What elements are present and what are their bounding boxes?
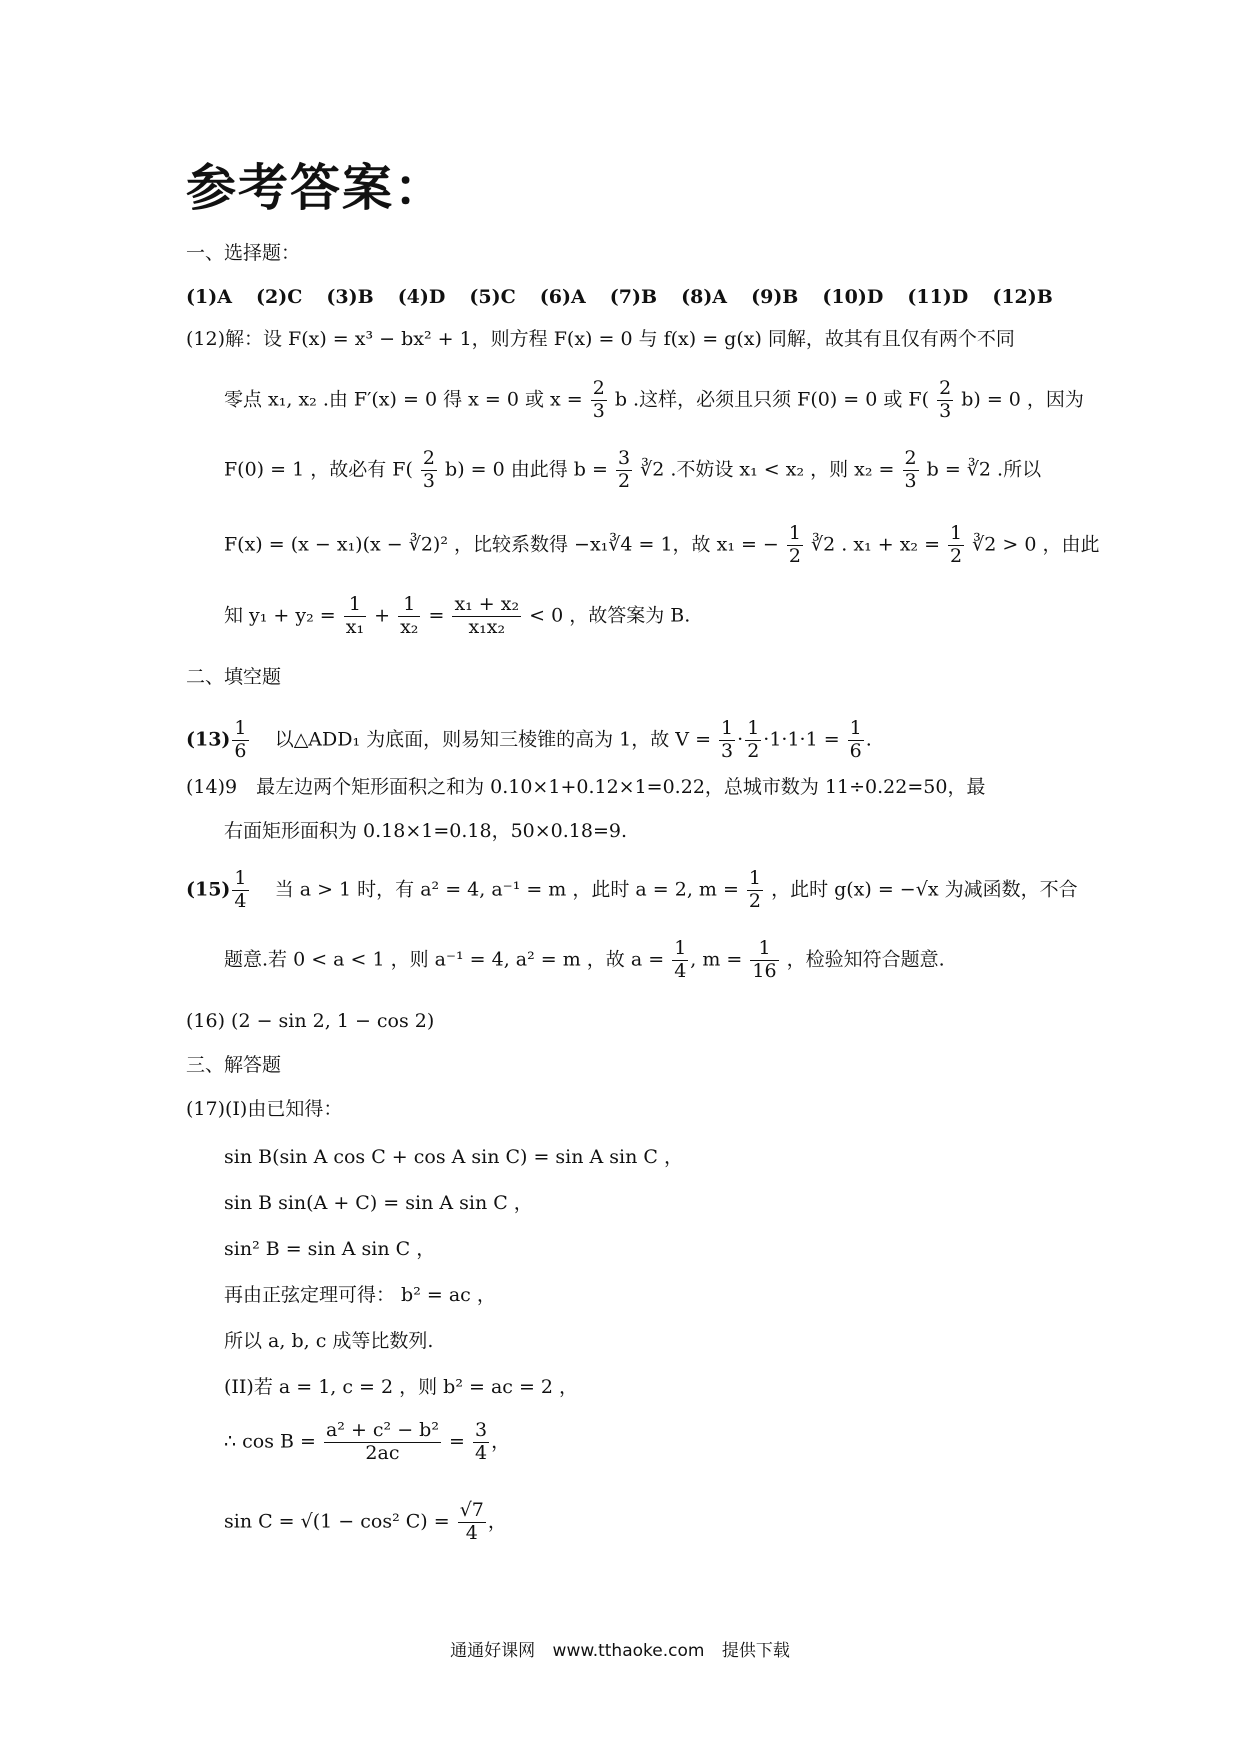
- answer-8: (8)A: [681, 286, 728, 308]
- q17-line-2: sin B(sin A cos C + cos A sin C) = sin A sin C ，: [224, 1146, 683, 1168]
- q12-line-4: F(x) = (x − x₁)(x − ∛2)² ，比较系数得 −x₁∛4 = 1，故 x₁ = − $\frac{1}{2}$ ∛2 . x₁ + x₂ = $\frac{1}{2}$ ∛2 > 0 ，由此: [224, 522, 1100, 567]
- footer-site-name: 通通好课网: [450, 1641, 536, 1661]
- fraction: $\frac{1}{6}$: [234, 717, 247, 762]
- answer-12: (12)B: [992, 286, 1053, 308]
- answer-4: (4)D: [397, 286, 446, 308]
- q17-line-4: sin² B = sin A sin C ，: [224, 1238, 436, 1260]
- fraction: $\frac{1}{\text{x₂}}$: [400, 593, 419, 638]
- footer-url[interactable]: www.tthaoke.com: [552, 1641, 705, 1661]
- fraction: $\frac{1}{2}$: [788, 522, 801, 567]
- fraction: $\frac{3}{4}$: [474, 1419, 488, 1464]
- q14-line-2: 右面矩形面积为 0.18×1=0.18，50×0.18=9.: [224, 820, 628, 842]
- fraction: $\frac{1}{\text{x₁}}$: [345, 593, 365, 638]
- q12-line-5: 知 y₁ + y₂ = $\frac{1}{\text{x₁}}$ + $\frac{1}{\text{x₂}}$ = $\frac{\text{x₁ + x₂}}{\text{x₁x₂}}$ < 0 ，故答案为 B.: [224, 593, 691, 638]
- page-title: 参考答案：: [186, 159, 446, 217]
- q12-line-2: 零点 x₁, x₂ .由 F′(x) = 0 得 x = 0 或 x = $\frac{2}{3}$ b .这样，必须且只须 F(0) = 0 或 F( $\frac{2}{3}$ b) = 0 ，因为: [224, 377, 1084, 422]
- fraction: $\frac{2}{3}$: [904, 447, 917, 492]
- q13-line: (13) $\frac{1}{6}$ 以△ADD₁ 为底面，则易知三棱锥的高为 1，故 V = $\frac{1}{3}$ · $\frac{1}{2}$ ·1·1·1 = $\frac{1}{6}$ .: [186, 717, 872, 762]
- answer-7: (7)B: [609, 286, 658, 308]
- q17-line-7: (II)若 a = 1, c = 2 ，则 b² = ac = 2 ，: [224, 1376, 579, 1398]
- fraction: $\frac{3}{2}$: [617, 447, 631, 492]
- fraction: $\frac{1}{4}$: [234, 867, 247, 912]
- answer-2: (2)C: [256, 286, 303, 308]
- section-heading-choice: 一、选择题：: [186, 242, 301, 264]
- q14-line-1: (14)9 最左边两个矩形面积之和为 0.10×1+0.12×1=0.22，总城市数为 11÷0.22=50，最: [186, 776, 986, 798]
- answer-9: (9)B: [751, 286, 799, 308]
- answer-10: (10)D: [822, 286, 884, 308]
- section-heading-fill: 二、填空题: [186, 666, 282, 688]
- section-heading-solution: 三、解答题: [186, 1054, 282, 1076]
- fraction: $\frac{1}{2}$: [748, 867, 762, 912]
- page-footer: [0, 1636, 1240, 1661]
- fraction: $\frac{√7}{4}$: [459, 1499, 484, 1544]
- fraction: $\frac{1}{16}$: [752, 937, 777, 982]
- q12-line-3: F(0) = 1 ，故必有 F( $\frac{2}{3}$ b) = 0 由此得 b = $\frac{3}{2}$ ∛2 .不妨设 x₁ < x₂ ，则 x₂ = $\frac{2}{3}$ b = ∛2 .所以: [224, 447, 1042, 492]
- q15-line-1: (15) $\frac{1}{4}$ 当 a > 1 时，有 a² = 4, a⁻¹ = m ，此时 a = 2, m = $\frac{1}{2}$ ，此时 g(x) = −√x 为减函数，不合: [186, 867, 1078, 912]
- q16-line: (16) (2 − sin 2, 1 − cos 2): [186, 1010, 435, 1032]
- fraction: $\frac{1}{3}$: [721, 717, 734, 762]
- fraction: $\frac{1}{6}$: [849, 717, 862, 762]
- q17-line-5: 再由正弦定理可得： b² = ac ，: [224, 1284, 496, 1306]
- fraction: $\frac{1}{2}$: [747, 717, 760, 762]
- fraction: $\frac{2}{3}$: [939, 377, 952, 422]
- q17-line-9: sin C = √(1 − cos² C) = $\frac{√7}{4}$ ，: [224, 1499, 507, 1544]
- q17-line-8: ∴ cos B = $\frac{\text{a² + c² − b²}}{2ac}$ = $\frac{3}{4}$ ，: [224, 1419, 511, 1464]
- q15-line-2: 题意.若 0 < a < 1 ，则 a⁻¹ = 4, a² = m ，故 a = $\frac{1}{4}$ , m = $\frac{1}{16}$ ，检验知符合题意.: [224, 937, 945, 982]
- footer-suffix: 提供下载: [721, 1641, 790, 1661]
- q17-line-6: 所以 a, b, c 成等比数列.: [224, 1330, 434, 1352]
- answer-1: (1)A: [186, 286, 232, 308]
- fraction: $\frac{1}{4}$: [674, 937, 687, 982]
- fraction: $\frac{1}{2}$: [950, 522, 963, 567]
- q17-line-1: (17)(I)由已知得：: [186, 1098, 343, 1120]
- answer-3: (3)B: [326, 286, 374, 308]
- answer-11: (11)D: [907, 286, 969, 308]
- fraction: $\frac{2}{3}$: [422, 447, 435, 492]
- choice-answers: [186, 288, 1071, 307]
- answer-6: (6)A: [539, 286, 586, 308]
- fraction: $\frac{2}{3}$: [592, 377, 605, 422]
- q12-line-1: (12)解：设 F(x) = x³ − bx² + 1，则方程 F(x) = 0 与 f(x) = g(x) 同解，故其有且仅有两个不同: [186, 328, 1015, 350]
- answer-5: (5)C: [469, 286, 516, 308]
- q17-line-3: sin B sin(A + C) = sin A sin C ，: [224, 1192, 533, 1214]
- fraction: $\frac{\text{a² + c² − b²}}{2ac}$: [325, 1419, 439, 1464]
- fraction: $\frac{\text{x₁ + x₂}}{\text{x₁x₂}}$: [454, 593, 520, 638]
